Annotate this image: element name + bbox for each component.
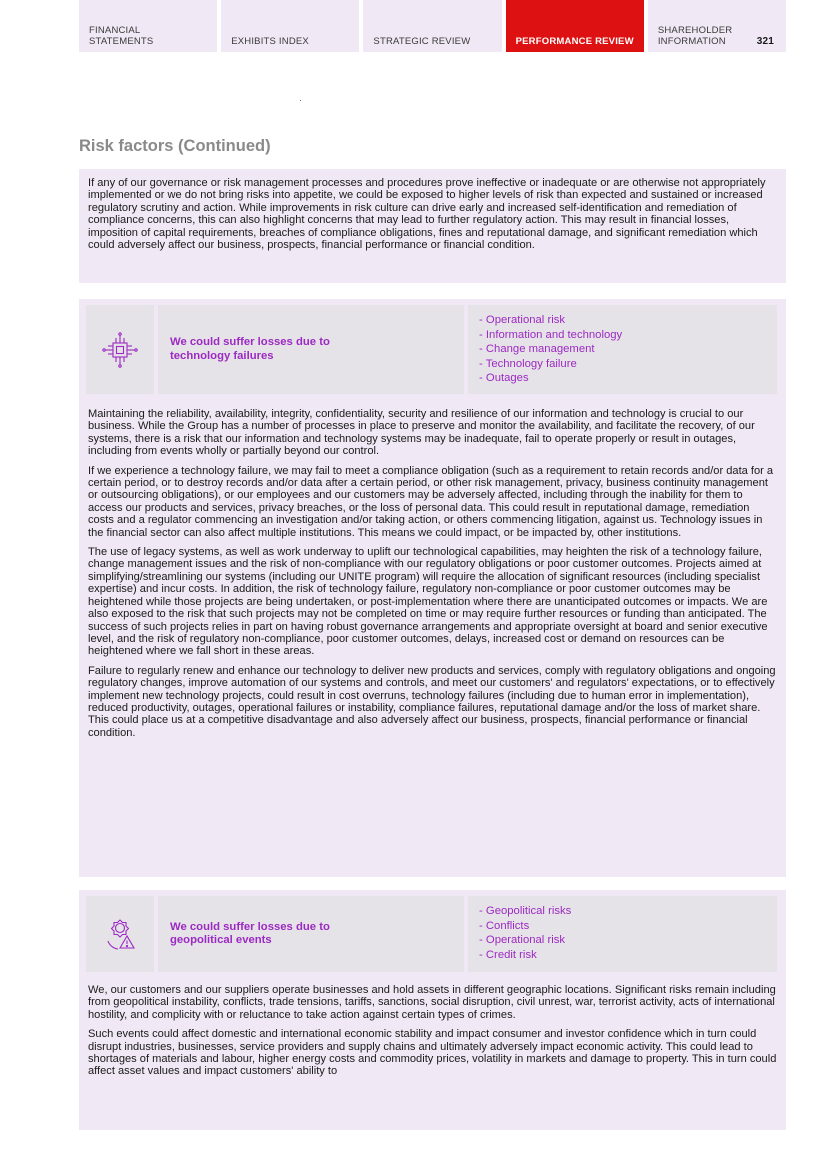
tab-exhibits-index[interactable] [221, 0, 359, 52]
tab-strategic-review[interactable] [363, 0, 501, 52]
risk-category: - Technology failure [479, 357, 577, 370]
risk-category: - Operational risk [479, 934, 566, 947]
intro-paragraph: If any of our governance or risk management processes and procedures prove ineffective or inadequate or are otherwise not appropriately implemented or we do not bring risks into appetite, we could be exposed to higher levels of risk than expected and sustained or increased regulatory scrutiny and action. While improvements in risk culture can drive early and increased self-identification and remediation of compliance concerns, this can also highlight concerns that may lead to further regulatory action. This may result in financial losses, imposition of capital requirements, breaches of compliance obligations, fines and reputational damage, and significant remediation which could adversely affect our business, prospects, financial performance or financial condition. [88, 177, 766, 252]
intro-panel [79, 169, 786, 283]
risk-title-cell [158, 305, 464, 394]
risk-categories-cell [468, 896, 777, 972]
risk-title: We could suffer losses due to technology failures [170, 336, 330, 362]
risk-title: We could suffer losses due to geopolitical events [170, 920, 330, 946]
risk-block-geopolitical [79, 890, 786, 1130]
microchip-icon [101, 331, 139, 369]
page-number: 321 [756, 36, 775, 47]
risk-header [86, 896, 777, 972]
risk-paragraph: We, our customers and our suppliers operate businesses and hold assets in different geographic locations. Significant risks remain including from geopolitical instability, conflicts, trade tensions, tariffs, sanctions, social disruption, civil unrest, war, terrorist activity, acts of international hostility, and complicity with or reluctance to take action against certain types of crimes. [88, 984, 776, 1021]
risk-category: - Change management [479, 343, 595, 356]
risk-paragraph: The use of legacy systems, as well as work underway to uplift our technological capabilities, may heighten the risk of a technology failure, change management issues and the risk of non-compliance with our regulatory obligations or poor customer outcomes. Projects aimed at simplifying/streamlining our systems (including our UNITE program) will require the allocation of significant resources (including specialist expertise) and incur costs. In addition, the risk of technology failure, regulatory non-compliance or poor customer outcomes may be heightened while those projects are being undertaken, or post-implementation where there are unanticipated outcomes or impacts. We are also exposed to the risk that such projects may not be completed on time or may require further resources or funding than anticipated. The success of such projects relies in part on having robust governance arrangements and appropriate oversight at board and senior executive level, and the risk of regulatory non-compliance, poor customer outcomes, delays, increased cost or demand on resources can be heightened where we fall short in these areas. [88, 546, 768, 658]
tab-label: FINANCIAL STATEMENTS [89, 25, 154, 47]
tab-label: EXHIBITS INDEX [231, 36, 309, 47]
tab-shareholder-information[interactable] [648, 0, 786, 52]
risk-category: - Geopolitical risks [479, 905, 572, 917]
risk-body [85, 972, 777, 1078]
risk-icon-cell [86, 896, 154, 972]
risk-icon-cell [86, 305, 154, 394]
risk-block-technology [79, 299, 786, 877]
section-title: Risk factors (Continued) [79, 137, 271, 155]
risk-paragraph: Maintaining the reliability, availability, integrity, confidentiality, security and resilience of our information and technology is crucial to our business. While the Group has a number of processes in place to preserve and monitor the availability, and facilitate the recovery, of our systems, there is a risk that our information and technology systems may be inadequate, fail to operate properly or result in outages, including from events wholly or partially beyond our control. [88, 408, 755, 458]
risk-category: - Operational risk [479, 314, 566, 326]
risk-categories-list [479, 313, 767, 386]
top-navigation [79, 0, 786, 52]
tab-label: STRATEGIC REVIEW [373, 36, 471, 47]
risk-category: - Conflicts [479, 919, 530, 932]
tab-performance-review[interactable] [506, 0, 644, 52]
globe-warning-icon [103, 917, 137, 951]
risk-category: - Information and technology [479, 328, 623, 341]
risk-categories-cell [468, 305, 777, 394]
risk-categories-list [479, 904, 767, 962]
risk-title-cell [158, 896, 464, 972]
risk-paragraph: Such events could affect domestic and international economic stability and impact consumer and investor confidence which in turn could disrupt industries, businesses, service providers and supply chains and ultimately adversely impact economic activity. This could lead to shortages of materials and labour, higher energy costs and commodity prices, volatility in markets and damage to property. This in turn could affect asset values and impact customers' ability to [88, 1028, 777, 1078]
risk-body [85, 394, 777, 739]
tab-label: PERFORMANCE REVIEW [515, 36, 634, 47]
tab-label: SHAREHOLDER INFORMATION [657, 25, 733, 47]
risk-category: - Outages [479, 372, 529, 385]
stray-dot [300, 100, 301, 101]
risk-paragraph: Failure to regularly renew and enhance our technology to deliver new products and services, comply with regulatory obligations and ongoing regulatory changes, improve automation of our systems and controls, and meet our customers' and regulators' expectations, or to effectively implement new technology projects, could result in cost overruns, technology failures (including due to human error in implementation), reduced productivity, outages, operational failures or instability, compliance failures, reputational damage and/or the loss of market share. This could place us at a competitive disadvantage and also adversely affect our business, prospects, financial performance or financial condition. [88, 664, 776, 739]
tab-financial-statements[interactable] [79, 0, 217, 52]
risk-paragraph: If we experience a technology failure, we may fail to meet a compliance obligation (such as a requirement to retain records and/or data for a certain period, or to destroy records and/or data after a certain period, or other risk management, privacy, business continuity management or outsourcing obligations), or our employees and our customers may be adversely affected, including through the inability for them to access our products and services, privacy breaches, or the loss of personal data. This could result in reputational damage, remediation costs and a regulator commencing an investigation and/or taking action, or others commencing litigation, against us. Technology issues in the financial sector can also affect multiple institutions. This means we could impact, or be impacted by, other institutions. [88, 464, 774, 539]
risk-header [86, 305, 777, 394]
risk-category: - Credit risk [479, 948, 537, 961]
